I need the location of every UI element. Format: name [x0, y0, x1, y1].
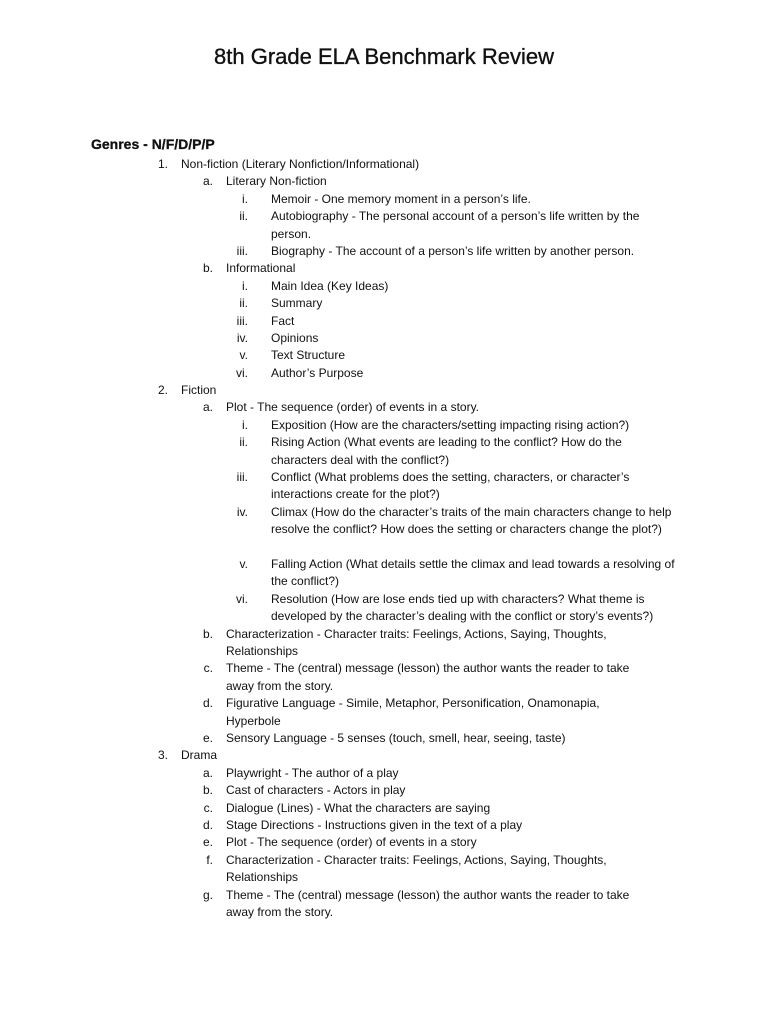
list-marker: iv.	[236, 330, 248, 345]
list-marker: vi.	[236, 365, 248, 380]
list-item-text: Figurative Language - Simile, Metaphor, Personification, Onamonapia, Hyperbole	[226, 696, 600, 728]
list-item-text: Rising Action (What events are leading to the conflict? How do the characters deal with the conflict?)	[271, 435, 622, 467]
list-marker: v.	[239, 348, 248, 363]
list-item-text: Plot - The sequence (order) of events in a story.	[226, 400, 480, 415]
list-marker: b.	[202, 783, 213, 798]
list-marker: 3.	[157, 748, 168, 763]
list-item	[0, 782, 768, 799]
list-item	[0, 208, 768, 243]
list-marker: iii.	[236, 243, 248, 258]
list-item-text: Theme - The (central) message (lesson) the author wants the reader to take away from the story.	[226, 661, 630, 693]
list-marker: d.	[202, 696, 213, 711]
list-item	[0, 330, 768, 347]
list-item	[0, 191, 768, 208]
list-marker: b.	[202, 261, 213, 276]
list-item-text: Fact	[271, 313, 295, 328]
list-item	[0, 591, 768, 626]
list-item-text: Text Structure	[271, 348, 346, 363]
list-marker: c.	[203, 800, 213, 815]
list-item-text: Drama	[181, 748, 218, 763]
list-item	[0, 278, 768, 295]
list-marker: v.	[239, 557, 248, 572]
list-item-text: Theme - The (central) message (lesson) the author wants the reader to take away from the story.	[226, 887, 630, 919]
list-item-text: Autobiography - The personal account of a person’s life written by the person.	[271, 209, 640, 241]
list-item	[0, 365, 768, 382]
list-item-text: Characterization - Character traits: Feelings, Actions, Saying, Thoughts, Relationships	[226, 626, 607, 659]
list-marker: iv.	[236, 504, 248, 519]
list-marker: 1.	[157, 157, 168, 171]
list-marker: d.	[202, 817, 213, 832]
list-item-text: Conflict (What problems does the setting, characters, or character’s interactions create for the plot?)	[271, 470, 630, 502]
list-marker: i.	[242, 417, 248, 432]
outline-item-literary-nonfiction	[0, 173, 768, 190]
list-marker: e.	[202, 731, 213, 746]
list-item-text: Stage Directions - Instructions given in the text of a play	[226, 817, 523, 832]
list-item-text: Informational	[226, 261, 296, 276]
list-marker: a.	[202, 400, 213, 415]
list-item-text: Dialogue (Lines) - What the characters are saying	[226, 800, 491, 815]
outline-item-nonfiction	[0, 156, 768, 173]
list-item	[0, 800, 768, 817]
list-item	[0, 434, 768, 469]
list-marker: g.	[202, 887, 213, 902]
list-item-text: Author’s Purpose	[271, 365, 364, 380]
section-heading: Genres - N/F/D/P/P	[91, 136, 215, 152]
list-marker: iii.	[236, 313, 248, 328]
list-item-text: Cast of characters - Actors in play	[226, 783, 406, 798]
outline-item-informational	[0, 260, 768, 277]
list-marker: 2.	[157, 383, 168, 398]
list-item	[0, 834, 768, 851]
list-item-text: Opinions	[271, 330, 319, 345]
list-item	[0, 852, 768, 887]
list-item	[0, 817, 768, 834]
list-item	[0, 243, 768, 260]
outline-item-fiction	[0, 382, 768, 399]
list-item	[0, 695, 768, 730]
list-item	[0, 626, 768, 661]
list-item	[0, 887, 768, 922]
list-item-text: Plot - The sequence (order) of events in a story	[226, 835, 477, 850]
list-item-text: Characterization - Character traits: Feelings, Actions, Saying, Thoughts, Relationships	[226, 852, 607, 885]
list-marker: i.	[242, 278, 248, 293]
list-marker: f.	[206, 852, 213, 867]
list-item-text: Playwright - The author of a play	[226, 765, 399, 780]
list-item-text: Biography - The account of a person’s life written by another person.	[271, 243, 635, 258]
list-item-text: Resolution (How are lose ends tied up with characters? What theme is developed by the character’s dealing with the conflict or story’s events?)	[271, 591, 654, 624]
list-item	[0, 765, 768, 782]
list-marker: i.	[242, 191, 248, 206]
list-marker: ii.	[239, 296, 248, 311]
list-item-text: Exposition (How are the characters/setting impacting rising action?)	[271, 417, 630, 432]
list-item-text: Summary	[271, 296, 323, 311]
list-marker: b.	[202, 626, 213, 641]
list-item-text: Falling Action (What details settle the climax and lead towards a resolving of the conflict?)	[271, 557, 675, 589]
list-item	[0, 295, 768, 312]
list-item-text: Fiction	[181, 383, 217, 398]
list-item-text: Main Idea (Key Ideas)	[271, 278, 389, 293]
list-item-text: Literary Non-fiction	[226, 174, 327, 189]
list-marker: c.	[203, 661, 213, 676]
outline-item-plot	[0, 399, 768, 416]
list-item	[0, 504, 768, 556]
list-marker: a.	[202, 765, 213, 780]
list-marker: e.	[202, 835, 213, 850]
list-item	[0, 556, 768, 591]
list-item	[0, 469, 768, 504]
list-item	[0, 730, 768, 747]
list-item	[0, 660, 768, 695]
list-item	[0, 417, 768, 434]
list-marker: vi.	[236, 591, 248, 606]
outline-item-drama	[0, 747, 768, 764]
list-marker: a.	[202, 174, 213, 189]
list-marker: ii.	[239, 435, 248, 450]
list-item-text: Memoir - One memory moment in a person’s life.	[271, 191, 531, 206]
list-item	[0, 347, 768, 364]
list-item-text: Climax (How do the character’s traits of the main characters change to help resolve the conflict? How does the setting or characters change the plot?)	[271, 504, 672, 537]
list-marker: iii.	[236, 470, 248, 485]
page-title: 8th Grade ELA Benchmark Review	[214, 44, 554, 69]
list-item-text: Non-fiction (Literary Nonfiction/Informational)	[181, 157, 420, 171]
list-item-text: Sensory Language - 5 senses (touch, smell, hear, seeing, taste)	[226, 731, 566, 746]
list-item	[0, 313, 768, 330]
genre-outline	[0, 156, 768, 921]
list-marker: ii.	[239, 209, 248, 224]
